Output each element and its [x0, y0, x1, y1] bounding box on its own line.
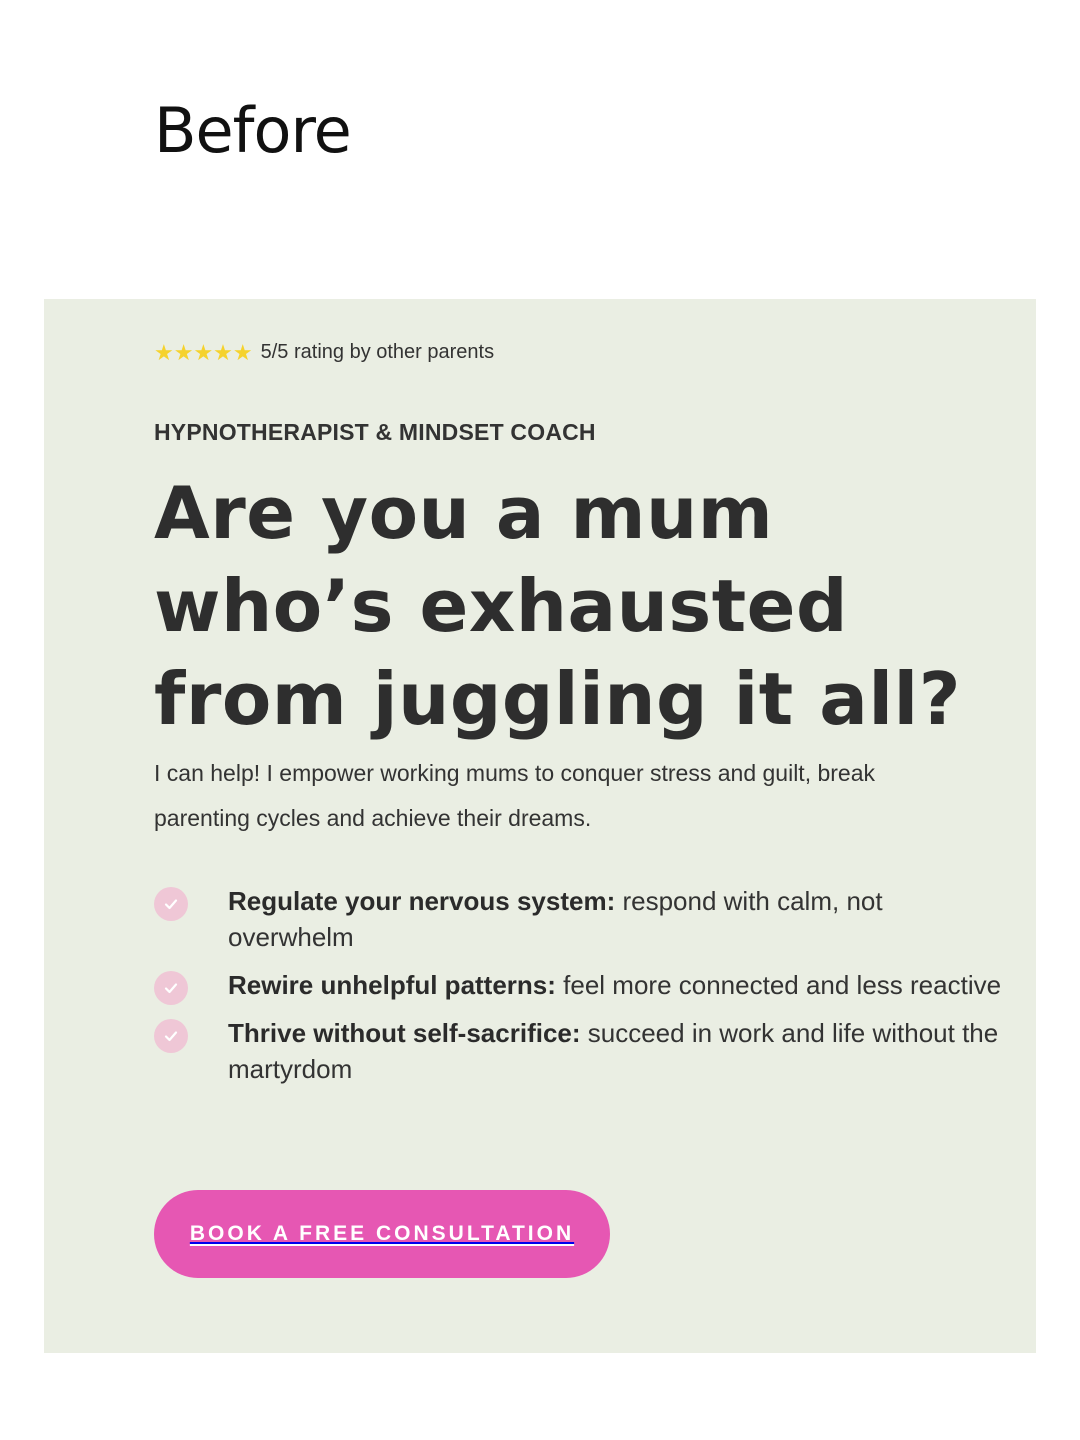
benefit-item [154, 1015, 1014, 1087]
rating [154, 341, 494, 364]
benefit-item [154, 967, 1014, 1003]
benefit-item [154, 883, 1014, 955]
benefit-text: respond with calm, not overwhelm [228, 886, 883, 952]
intro-text: I can help! I empower working mums to conquer stress and guilt, break parenting cycles and achieve their dreams. [154, 760, 876, 831]
eyebrow-title: HYPNOTHERAPIST & MINDSET COACH [154, 419, 596, 445]
check-circle-icon [154, 971, 188, 1005]
cta-label: BOOK A FREE CONSULTATION [189, 1222, 575, 1245]
star-rating-icon: ★★★★★ [154, 339, 253, 365]
hero-section [44, 299, 1036, 1353]
check-circle-icon [154, 887, 188, 921]
benefit-title: Thrive without self-sacrifice: [228, 1018, 581, 1048]
benefit-title: Regulate your nervous system: [228, 886, 616, 916]
rating-text: 5/5 rating by other parents [260, 341, 495, 363]
check-circle-icon [154, 1019, 188, 1053]
benefit-text: feel more connected and less reactive [555, 970, 1002, 1000]
benefit-text: succeed in work and life without the martyrdom [228, 1018, 999, 1084]
book-consultation-button[interactable] [154, 1190, 610, 1278]
page-label: Before [154, 94, 351, 167]
headline: Are you a mum who’s exhausted from juggling it all? [154, 471, 961, 741]
benefit-title: Rewire unhelpful patterns: [228, 970, 556, 1000]
benefits-list [154, 883, 1014, 1099]
